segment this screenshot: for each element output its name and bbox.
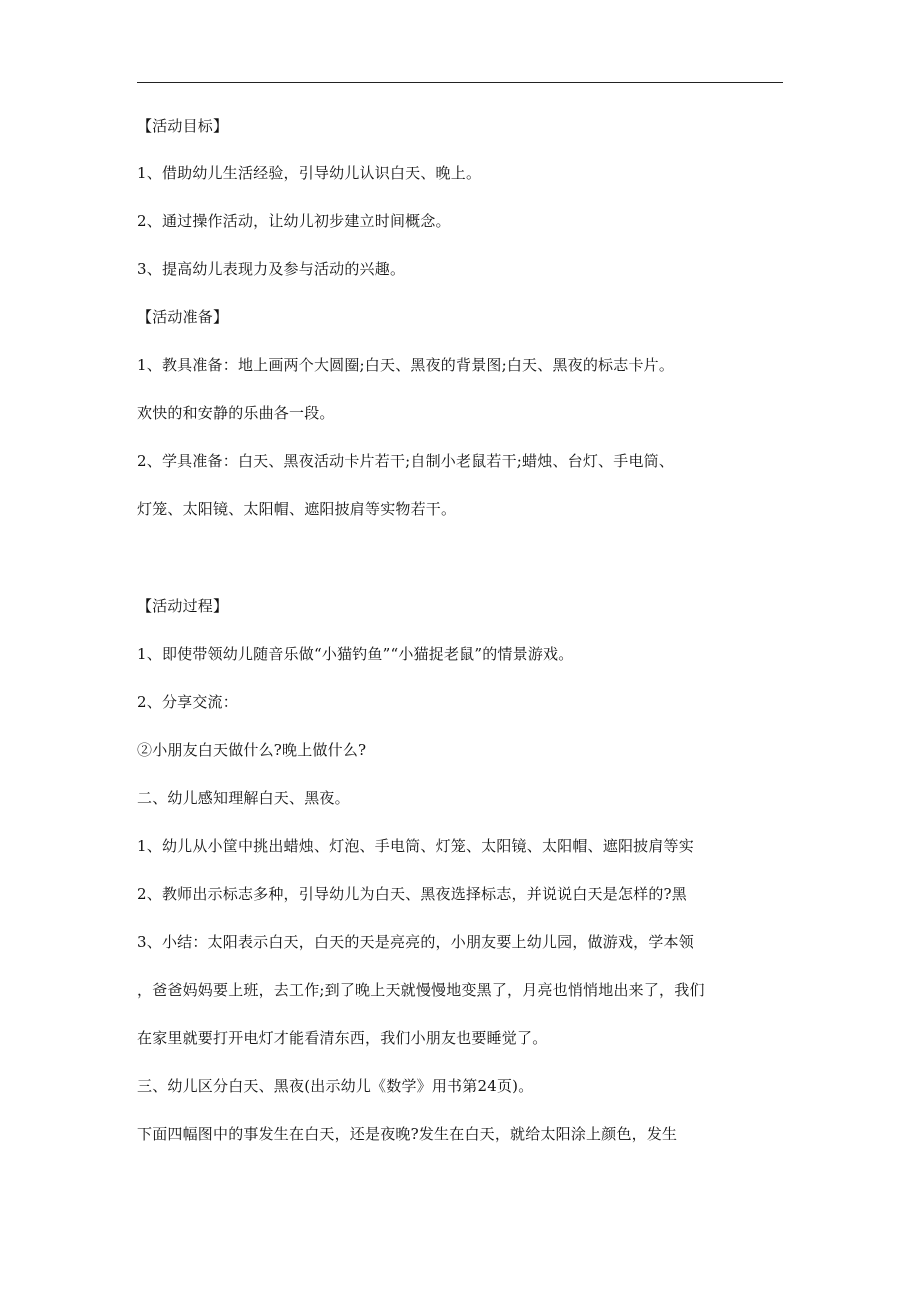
paragraph-line: 灯笼、太阳镜、太阳帽、遮阳披肩等实物若干。: [137, 500, 457, 518]
paragraph-line: 1、即使带领幼儿随音乐做“小猫钓鱼”“小猫捉老鼠”的情景游戏。: [137, 645, 574, 663]
section-heading-process: 【活动过程】: [137, 597, 229, 615]
paragraph-line: 2、通过操作活动，让幼儿初步建立时间概念。: [137, 212, 451, 230]
paragraph-line: 1、借助幼儿生活经验，引导幼儿认识白天、晚上。: [137, 164, 482, 182]
header-rule: [137, 82, 783, 83]
paragraph-line: 欢快的和安静的乐曲各一段。: [137, 404, 335, 422]
paragraph-line: 2、教师出示标志多种，引导幼儿为白天、黑夜选择标志，并说说白天是怎样的?黑: [137, 885, 687, 903]
paragraph-line: 1、幼儿从小筐中挑出蜡烛、灯泡、手电筒、灯笼、太阳镜、太阳帽、遮阳披肩等实: [137, 837, 694, 855]
paragraph-line: 2、学具准备：白天、黑夜活动卡片若干;自制小老鼠若干;蜡烛、台灯、手电筒、: [137, 452, 675, 470]
section-heading-goals: 【活动目标】: [137, 117, 229, 135]
paragraph-line: 1、教具准备：地上画两个大圆圈;白天、黑夜的背景图;白天、黑夜的标志卡片。: [137, 356, 675, 374]
paragraph-line: 3、小结：太阳表示白天，白天的天是亮亮的，小朋友要上幼儿园，做游戏，学本领: [137, 933, 694, 951]
paragraph-line: 2、分享交流：: [137, 693, 238, 711]
paragraph-line: 下面四幅图中的事发生在白天，还是夜晚?发生在白天，就给太阳涂上颜色，发生: [137, 1125, 678, 1143]
paragraph-line: ，爸爸妈妈要上班，去工作;到了晚上天就慢慢地变黑了，月亮也悄悄地出来了，我们: [137, 981, 705, 999]
paragraph-line: 在家里就要打开电灯才能看清东西，我们小朋友也要睡觉了。: [137, 1029, 548, 1047]
paragraph-line: 3、提高幼儿表现力及参与活动的兴趣。: [137, 260, 406, 278]
paragraph-line: 三、幼儿区分白天、黑夜(出示幼儿《数学》用书第24页)。: [137, 1077, 534, 1095]
paragraph-line: ②小朋友白天做什么?晚上做什么?: [137, 741, 367, 759]
paragraph-line: 二、幼儿感知理解白天、黑夜。: [137, 789, 350, 807]
section-heading-preparation: 【活动准备】: [137, 308, 229, 326]
